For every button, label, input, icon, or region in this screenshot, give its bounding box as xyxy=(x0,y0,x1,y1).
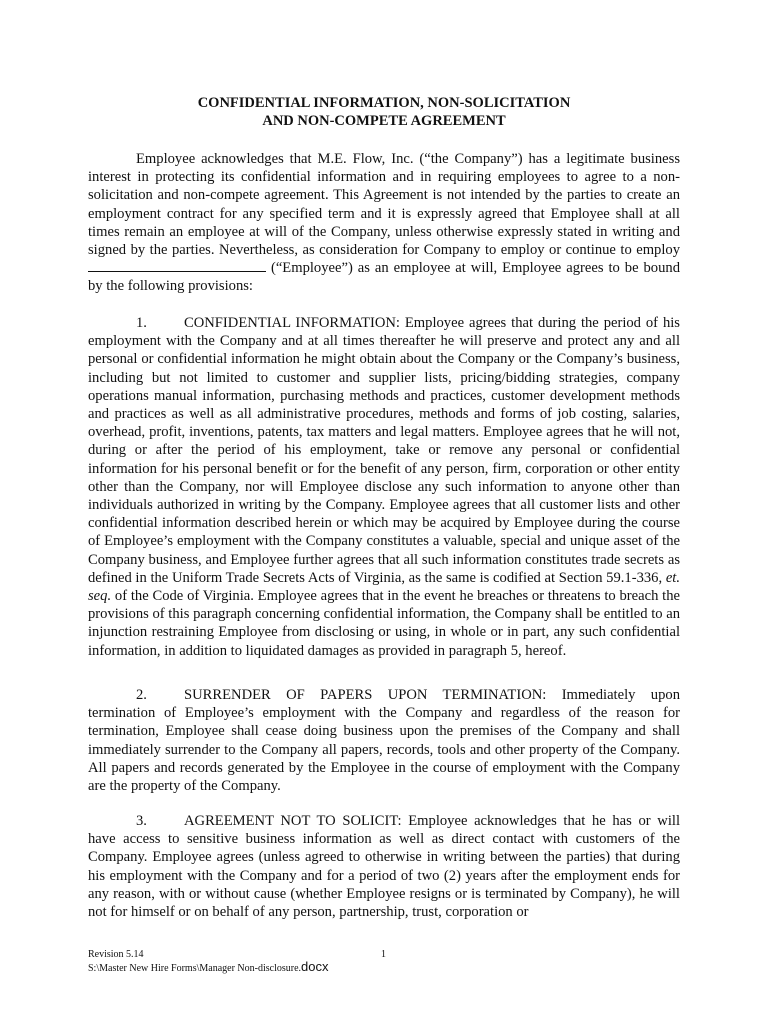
footer-revision: Revision 5.14 xyxy=(88,949,144,960)
section-2-text: SURRENDER OF PAPERS UPON TERMINATION: Immediately upon termination of Employee’s employment with the Company and regardless of the reason for termination, Employee shall cease doing business upon the premises of the Company and shall immediately surrender to the Company all papers, records, tools and other property of the Company. All papers and records generated by the Employee in the course of employment with the Company are the property of the Company. xyxy=(88,687,680,795)
intro-text-part2: (“Employee”) as an employee at will, Employee agrees to be bound by the following provisions: xyxy=(88,260,680,295)
title-line-2: AND NON-COMPETE AGREEMENT xyxy=(262,113,506,130)
footer-path-extension: docx xyxy=(301,959,329,974)
footer-path-text: S:\Master New Hire Forms\Manager Non-disclosure. xyxy=(88,963,302,974)
employee-name-blank xyxy=(88,259,266,272)
section-1-italic: et. seq. xyxy=(88,569,680,605)
section-1-paragraph xyxy=(88,314,680,660)
footer-file-path xyxy=(88,960,328,976)
intro-text-part1: Employee acknowledges that M.E. Flow, Inc. (“the Company”) has a legitimate business interest in protecting its confidential information and in requiring employees to agree to a non-solicitation and non-compete agreement. This Agreement is not intended by the parties to create an employment contract for any specified term and it is expressly agreed that Employee shall at all times remain an employee at will of the Company, unless otherwise expressly stated in writing and signed by the parties. Nevertheless, as consideration for Company to employ or continue to employ xyxy=(88,151,680,259)
section-3-paragraph xyxy=(88,812,680,921)
footer-page-number: 1 xyxy=(381,949,386,960)
title-line-1: CONFIDENTIAL INFORMATION, NON-SOLICITATION xyxy=(197,95,571,111)
section-1-text-before: CONFIDENTIAL INFORMATION: Employee agrees that during the period of his employment with the Company and at all times thereafter he will preserve and protect any and all personal or confidential information he might obtain about the Company or the Company’s business, including but not limited to customer and supplier lists, pricing/bidding strategies, company operations manual information, purchasing methods and practices, customer development methods and practices as well as all administrative procedures, methods and forms of job costing, salaries, overhead, profit, inventions, patents, tax matters and legal matters. Employee agrees that he will not, during or after the period of his employment, take or remove any personal or confidential information for his personal benefit or for the benefit of any person, firm, corporation or other entity other than the Company, nor will Employee disclose any such information to anyone other than individuals authorized in writing by the Company. Employee agrees that all customer lists and other confidential information described herein or which may be acquired by Employee during the course of Employee’s employment with the Company constitutes a valuable, special and unique asset of the Company business, and Employee further agrees that all such information constitutes trade secrets as defined in the Uniform Trade Secrets Acts of Virginia, as the same is codified at Section 59.1-336, xyxy=(88,315,680,586)
section-1-number: 1. xyxy=(136,315,147,331)
section-3-text: AGREEMENT NOT TO SOLICIT: Employee acknowledges that he has or will have access to sensitive business information as well as direct contact with customers of the Company. Employee agrees (unless agreed to otherwise in writing between the parties) that during his employment with the Company and for a period of two (2) years after the employment ends for any reason, with or without cause (whether Employee resigns or is terminated by Company), he will not for himself or on behalf of any person, partnership, trust, corporation or xyxy=(88,813,680,921)
document-title xyxy=(88,94,680,130)
section-2-paragraph xyxy=(88,686,680,795)
section-2-number: 2. xyxy=(136,687,147,703)
section-1-text-after: of the Code of Virginia. Employee agrees that in the event he breaches or threatens to breach the provisions of this paragraph concerning confidential information, the Company shall be entitled to an injunction restraining Employee from disclosing or using, in whole or in part, any such confidential information, in addition to liquidated damages as provided in paragraph 5, hereof. xyxy=(88,588,680,659)
section-3-number: 3. xyxy=(136,813,147,829)
intro-paragraph xyxy=(88,150,680,296)
